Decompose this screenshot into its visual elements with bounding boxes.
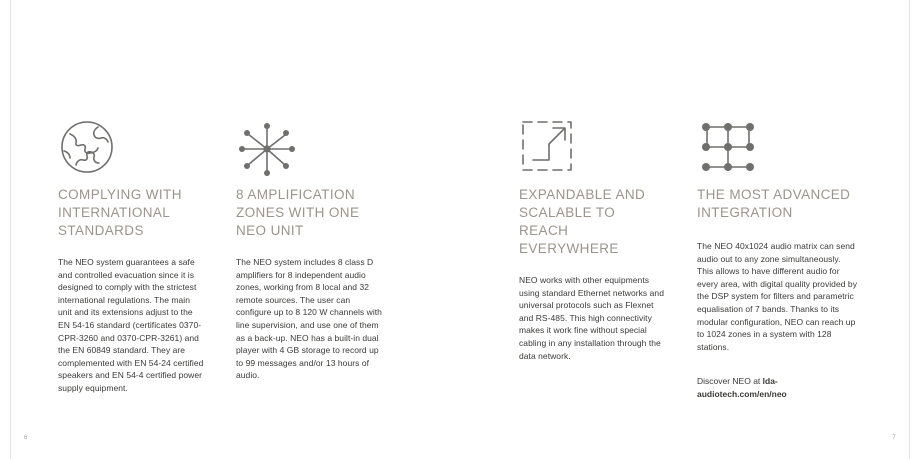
- feature-heading: EXPANDABLE AND SCALABLE TO REACH EVERYWHERE: [519, 187, 646, 256]
- feature-body: The NEO system includes 8 class D amplifiers for 8 independent audio zones, working from 8 local and 32 remote sources. The user can configure up to 8 120 W channels with line supervision, and use one of them as a back-up. NEO has a built-in dual player with 4 GB storage to record up to 99 messages and/or 13 hours of audio.: [236, 257, 382, 381]
- feature-heading: COMPLYING WITH INTERNATIONAL STANDARDS: [58, 187, 182, 238]
- globe-icon: [58, 118, 206, 186]
- feature-body: NEO works with other equipments using standard Ethernet networks and universal protocols such as Flexnet and RS-485. This high connectivity makes it work fine without special cabling in any installation through the data network.: [519, 275, 664, 361]
- feature-body: The NEO system guarantees a safe and controlled evacuation since it is designed to comply with the strictest international regulations. The main unit and its extensions adjust to the EN 54-16 standard (certificates 0370-CPR-3260 and 0370-CPR-3261) and the EN 60849 standard. They are complemented with EN 54-24 certified speakers and EN 54-4 certified power supply equipment.: [58, 257, 204, 393]
- expand-arrow-icon: [519, 118, 667, 186]
- feature-heading: THE MOST ADVANCED INTEGRATION: [697, 187, 851, 220]
- discover-prefix: Discover NEO at: [697, 376, 763, 387]
- folio-left: 6: [24, 435, 28, 441]
- folio-right: 7: [892, 435, 896, 441]
- feature-column-amplification: [236, 118, 384, 382]
- discover-line: [697, 375, 857, 400]
- feature-heading: 8 AMPLIFICATION ZONES WITH ONE NEO UNIT: [236, 187, 360, 238]
- feature-body: The NEO 40x1024 audio matrix can send audio out to any zone simultaneously. This allows to have different audio for every area, with digital quality provided by the DSP system for filters and parametric equalisation of 7 bands. Thanks to its modular configuration, NEO can reach up to 1024 zones in a system with 128 stations.: [697, 241, 858, 352]
- feature-column-standards: [58, 118, 206, 395]
- discover-url[interactable]: lda-audiotech.com/en/neo: [697, 376, 787, 399]
- feature-column-expandable: [519, 118, 667, 362]
- integration-nodes-icon: [697, 118, 857, 186]
- feature-column-integration: [697, 118, 857, 401]
- zones-network-icon: [236, 118, 384, 186]
